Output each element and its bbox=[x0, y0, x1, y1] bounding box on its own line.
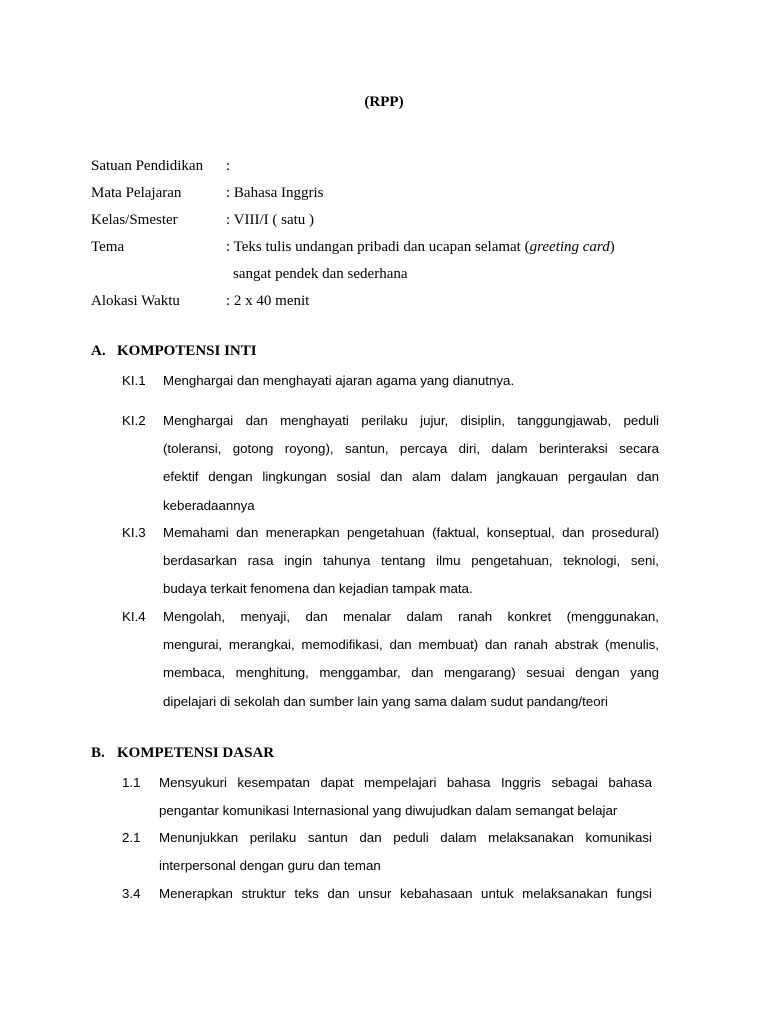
section-heading-a bbox=[91, 343, 257, 360]
item-number: KI.1 bbox=[122, 373, 146, 388]
item-line: dipelajari di sekolah dan sumber lain yang sama dalam sudut pandang/teori bbox=[163, 693, 608, 709]
item-line: Menerapkan struktur teks dan unsur kebahasaan untuk melaksanakan fungsi bbox=[159, 886, 652, 901]
item-text bbox=[163, 367, 659, 395]
info-value bbox=[226, 236, 615, 258]
info-value-italic: greeting card bbox=[529, 239, 610, 255]
item-line: interpersonal dengan guru dan teman bbox=[159, 858, 381, 874]
item-line: mengurai, merangkai, memodifikasi, dan membuat) dan ranah abstrak (menulis, bbox=[163, 637, 659, 653]
section-title: KOMPOTENSI INTI bbox=[117, 343, 257, 359]
item-number: KI.3 bbox=[122, 525, 146, 540]
info-label: Mata Pelajaran bbox=[91, 185, 182, 201]
section-title: KOMPETENSI DASAR bbox=[117, 745, 275, 761]
item-line: efektif dengan lingkungan sosial dan alam dalam jangkauan pergaulan dan bbox=[163, 469, 659, 485]
section-heading-b bbox=[91, 745, 274, 762]
item-text bbox=[163, 407, 659, 520]
item-number: 1.1 bbox=[122, 775, 141, 790]
item-text bbox=[159, 769, 652, 825]
info-label: Kelas/Smester bbox=[91, 212, 178, 228]
info-value-text-end: ) bbox=[609, 239, 615, 255]
item-line: Memahami dan menerapkan pengetahuan (faktual, konseptual, dan prosedural) bbox=[163, 525, 659, 540]
item-text bbox=[163, 603, 659, 716]
page-title: (RPP) bbox=[364, 94, 404, 110]
info-label: Satuan Pendidikan bbox=[91, 158, 204, 174]
info-value-text: : Teks tulis undangan pribadi dan ucapan selamat ( bbox=[226, 239, 530, 255]
item-text bbox=[163, 519, 659, 604]
item-text bbox=[159, 824, 652, 880]
item-line: membaca, menghitung, menggambar, dan mengarang) sesuai dengan yang bbox=[163, 665, 659, 681]
item-line: Mengolah, menyaji, dan menalar dalam ranah konkret (menggunakan, bbox=[163, 609, 659, 624]
info-value: : Bahasa Inggris bbox=[226, 185, 324, 201]
info-value: : bbox=[226, 158, 231, 174]
section-letter: A. bbox=[91, 343, 106, 359]
item-line: Menghargai dan menghayati ajaran agama yang dianutnya. bbox=[163, 373, 515, 388]
section-letter: B. bbox=[91, 745, 105, 761]
item-number: KI.4 bbox=[122, 609, 146, 624]
item-line: berdasarkan rasa ingin tahunya tentang ilmu pengetahuan, teknologi, seni, bbox=[163, 553, 659, 569]
info-label: Alokasi Waktu bbox=[91, 293, 180, 309]
info-value: : 2 x 40 menit bbox=[226, 293, 310, 309]
item-line: Mensyukuri kesempatan dapat mempelajari bahasa Inggris sebagai bahasa bbox=[159, 775, 652, 790]
item-line: keberadaannya bbox=[163, 497, 255, 513]
item-line: (toleransi, gotong royong), santun, percaya diri, dalam berinteraksi secara bbox=[163, 441, 659, 457]
item-line: pengantar komunikasi Internasional yang diwujudkan dalam semangat belajar bbox=[159, 803, 618, 819]
item-text bbox=[159, 880, 652, 908]
info-value: : VIII/I ( satu ) bbox=[226, 212, 315, 228]
info-value-continuation: sangat pendek dan sederhana bbox=[233, 266, 408, 282]
item-line: Menunjukkan perilaku santun dan peduli dalam melaksanakan komunikasi bbox=[159, 830, 652, 845]
item-number: 2.1 bbox=[122, 830, 141, 845]
item-number: 3.4 bbox=[122, 886, 141, 901]
item-number: KI.2 bbox=[122, 413, 146, 428]
item-line: Menghargai dan menghayati perilaku jujur, disiplin, tanggungjawab, peduli bbox=[163, 413, 659, 428]
item-line: budaya terkait fenomena dan kejadian tampak mata. bbox=[163, 581, 473, 597]
info-label: Tema bbox=[91, 239, 125, 255]
